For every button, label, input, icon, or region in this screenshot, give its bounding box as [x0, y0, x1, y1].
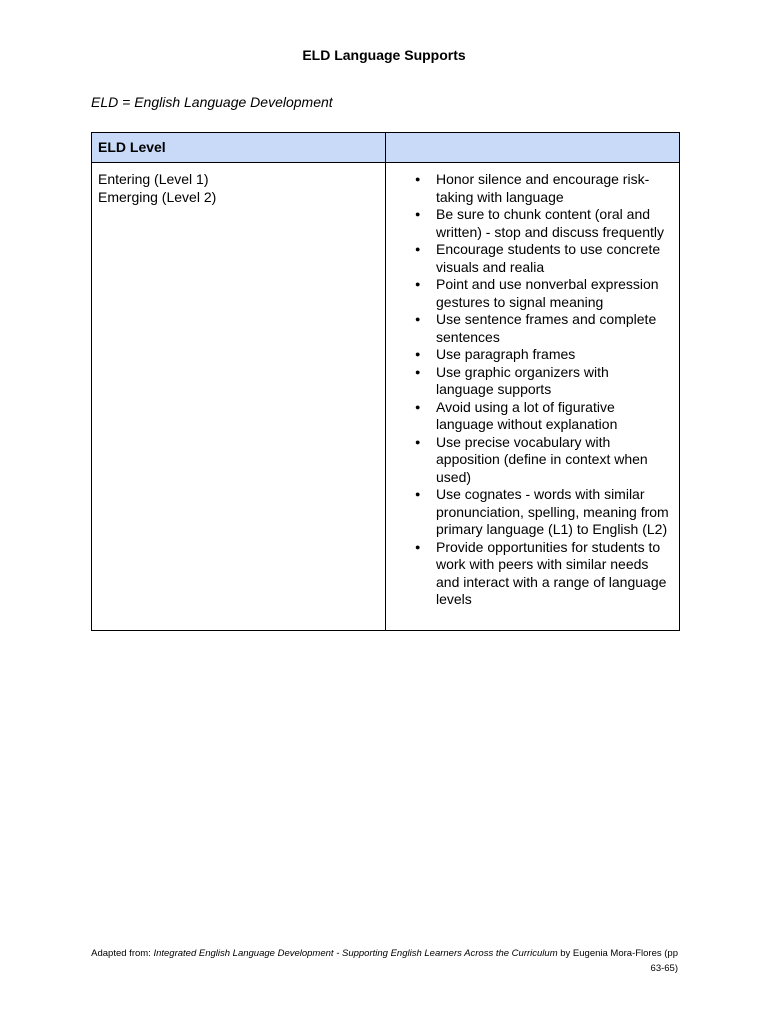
table-header-row: [92, 133, 680, 163]
list-item: ● Use graphic organizers with language supports: [415, 363, 609, 397]
level-entering: Entering (Level 1): [98, 171, 209, 187]
header-eld-level: ELD Level: [92, 133, 386, 163]
header-supports: [386, 133, 680, 163]
bullet-icon: ●: [415, 349, 421, 359]
list-item: ● Avoid using a lot of figurative language without explanation: [415, 398, 618, 432]
levels-cell: [92, 163, 386, 631]
list-item: ● Use cognates - words with similar pronunciation, spelling, meaning from primary language (L1) to English (L2): [415, 486, 669, 537]
list-item: ● Honor silence and encourage risk-taking with language: [415, 171, 650, 205]
level-emerging: Emerging (Level 2): [98, 188, 217, 205]
bullet-icon: ●: [415, 244, 421, 254]
levels-list: [98, 171, 379, 206]
citation-prefix: Adapted from:: [91, 948, 154, 959]
bullet-icon: ●: [415, 541, 421, 552]
supports-cell: [386, 163, 680, 631]
citation-source: Integrated English Language Development - Supporting English Learners Across the Curriculum: [153, 948, 558, 959]
table-row: [92, 163, 680, 631]
bullet-icon: ●: [415, 489, 421, 499]
bullet-icon: ●: [415, 401, 421, 412]
citation-footer: [78, 946, 678, 976]
list-item: ● Encourage students to use concrete visuals and realia: [415, 241, 661, 275]
bullet-icon: ●: [415, 279, 421, 289]
list-item: ● Provide opportunities for students to work with peers with similar needs and interact with a range of language levels: [415, 538, 667, 607]
definition-line: ELD = English Language Development: [91, 94, 333, 110]
eld-supports-table: [91, 132, 680, 631]
list-item: ● Use paragraph frames: [415, 346, 576, 362]
bullet-icon: ●: [415, 174, 421, 184]
bullet-icon: ●: [415, 366, 421, 377]
citation-author: by Eugenia Mora-Flores (pp 63-65): [557, 948, 678, 974]
list-item: ● Point and use nonverbal expression gestures to signal meaning: [415, 276, 659, 310]
list-item: ● Be sure to chunk content (oral and written) - stop and discuss frequently: [415, 206, 664, 240]
bullet-icon: ●: [415, 314, 421, 324]
list-item: ● Use precise vocabulary with apposition (define in context when used): [415, 433, 648, 485]
bullet-icon: ●: [415, 209, 421, 219]
page-title: ELD Language Supports: [302, 47, 466, 63]
bullet-icon: ●: [415, 436, 421, 447]
supports-list: [392, 171, 669, 609]
list-item: ● Use sentence frames and complete sentences: [415, 311, 657, 345]
